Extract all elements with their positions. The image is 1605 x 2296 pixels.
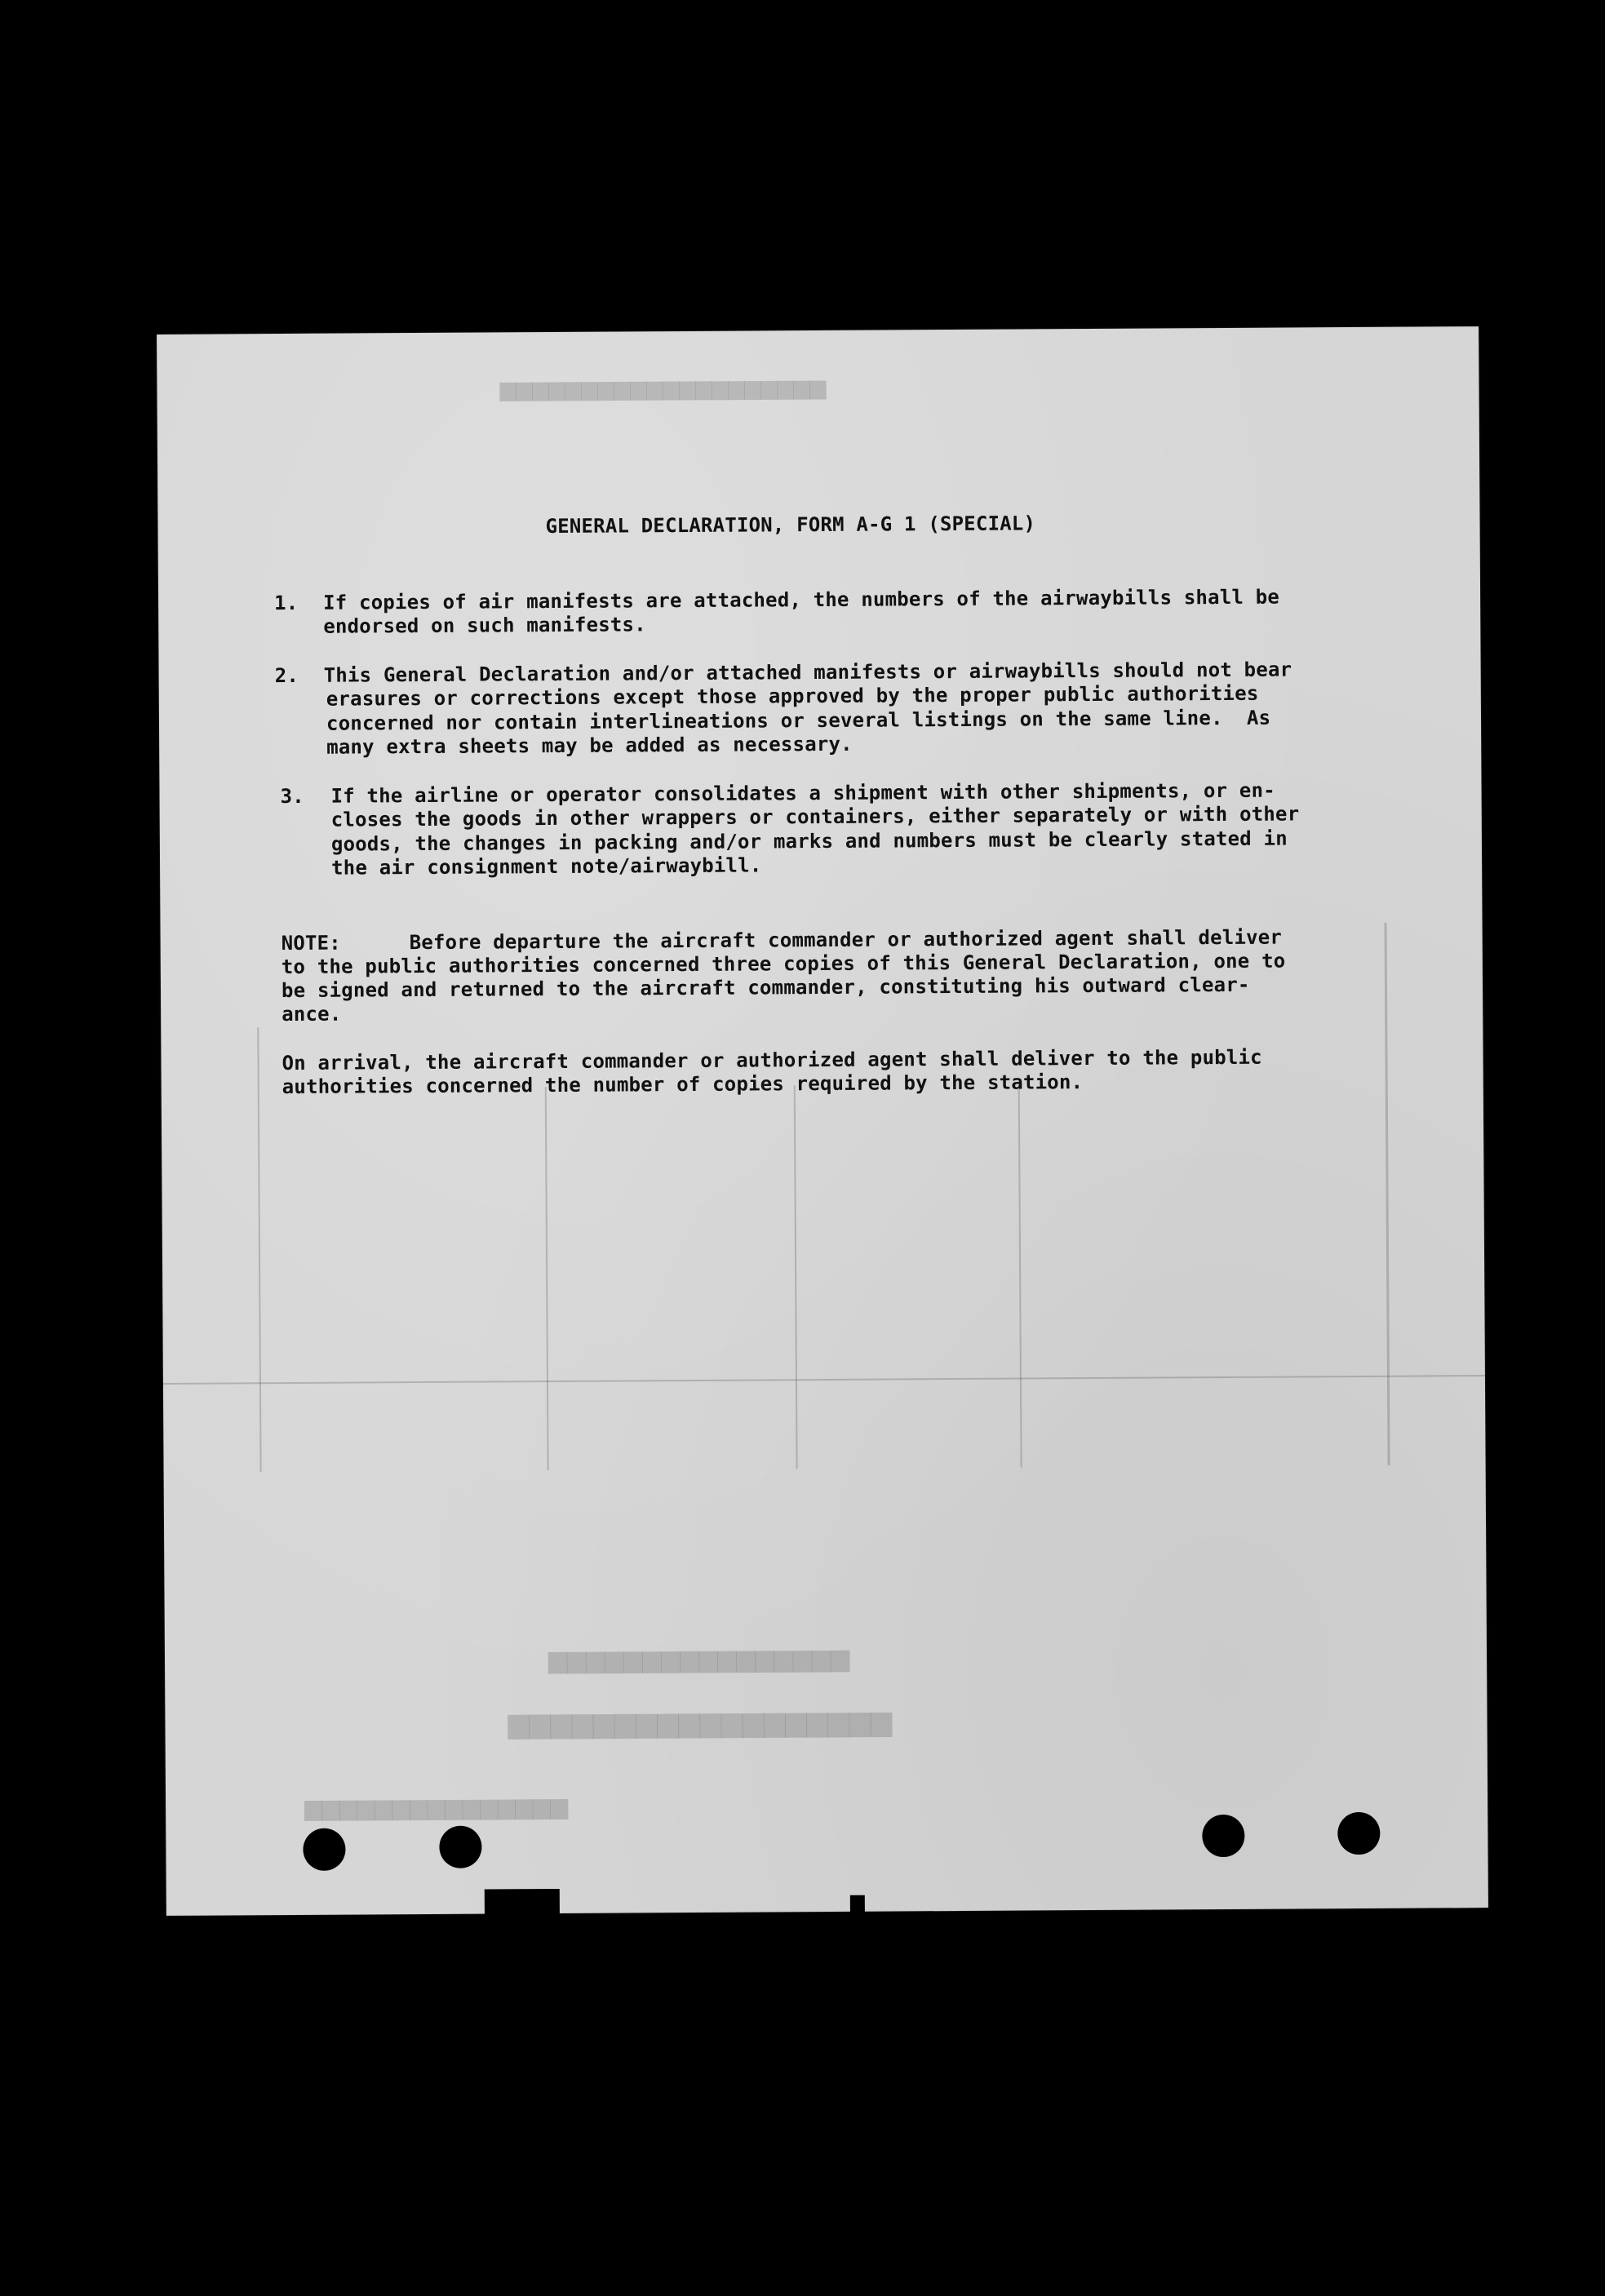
punch-hole — [1202, 1815, 1244, 1857]
item-line: erasures or corrections except those approved by the proper public authorities — [326, 681, 1259, 711]
note-line: authorities concerned the number of copies required by the station. — [282, 1070, 1084, 1099]
bleed-through-text: ▆▆▆▆▆▆▆▆▆▆▆▆▆▆▆ — [304, 1792, 569, 1821]
note-box-left-border — [257, 1027, 261, 1472]
item-line: This General Declaration and/or attached manifests or airwaybills should not bear — [323, 658, 1292, 687]
punch-hole — [1337, 1812, 1380, 1855]
item-line: the air consignment note/airwaybill. — [331, 853, 762, 880]
item-line: concerned nor contain interlineations or several listings on the same line. As — [326, 706, 1271, 735]
note-box-right-border — [1385, 923, 1390, 1465]
page-title: GENERAL DECLARATION, FORM A-G 1 (SPECIAL) — [545, 512, 1036, 539]
bleed-through-rule — [794, 1085, 798, 1469]
punch-hole — [303, 1828, 345, 1871]
bleed-through-rule — [1018, 1084, 1022, 1468]
item-number: 3. — [280, 784, 304, 809]
note-label: NOTE: — [281, 931, 341, 955]
document-page — [157, 326, 1488, 1916]
bleed-through-text: ▆▆▆▆▆▆▆▆▆▆▆▆▆▆▆▆ — [548, 1643, 850, 1675]
item-line: closes the goods in other wrappers or containers, either separately or with other — [330, 802, 1300, 831]
bleed-through-text: ▆▆▆▆▆▆▆▆▆▆▆▆▆▆▆▆▆▆▆▆ — [499, 375, 827, 402]
punch-hole — [439, 1826, 481, 1868]
item-line: If copies of air manifests are attached, the numbers of the airwaybills shall be — [323, 585, 1280, 614]
note-line: to the public authorities concerned three copies of this General Declaration, one to — [281, 949, 1286, 979]
bleed-through-rule — [545, 1087, 549, 1470]
note-line: ance. — [282, 1002, 342, 1026]
item-line: If the airline or operator consolidates a shipment with other shipments, or en- — [330, 778, 1275, 808]
note-line: be signed and returned to the aircraft commander, constituting his outward clear- — [281, 973, 1250, 1003]
item-number: 2. — [274, 663, 299, 688]
note-line: Before departure the aircraft commander or authorized agent shall deliver — [409, 925, 1283, 955]
torn-edge — [850, 1895, 865, 1915]
item-line: many extra sheets may be added as necessary. — [326, 732, 853, 759]
torn-edge — [485, 1889, 560, 1917]
item-line: endorsed on such manifests. — [323, 613, 646, 638]
bleed-through-rule — [163, 1375, 1485, 1385]
item-number: 1. — [274, 591, 299, 615]
bleed-through-text: ▆▆▆▆▆▆▆▆▆▆▆▆▆▆▆▆▆▆ — [508, 1704, 893, 1740]
note-line: On arrival, the aircraft commander or authorized agent shall deliver to the public — [282, 1045, 1262, 1075]
item-line: goods, the changes in packing and/or marks and numbers must be clearly stated in — [330, 827, 1288, 856]
